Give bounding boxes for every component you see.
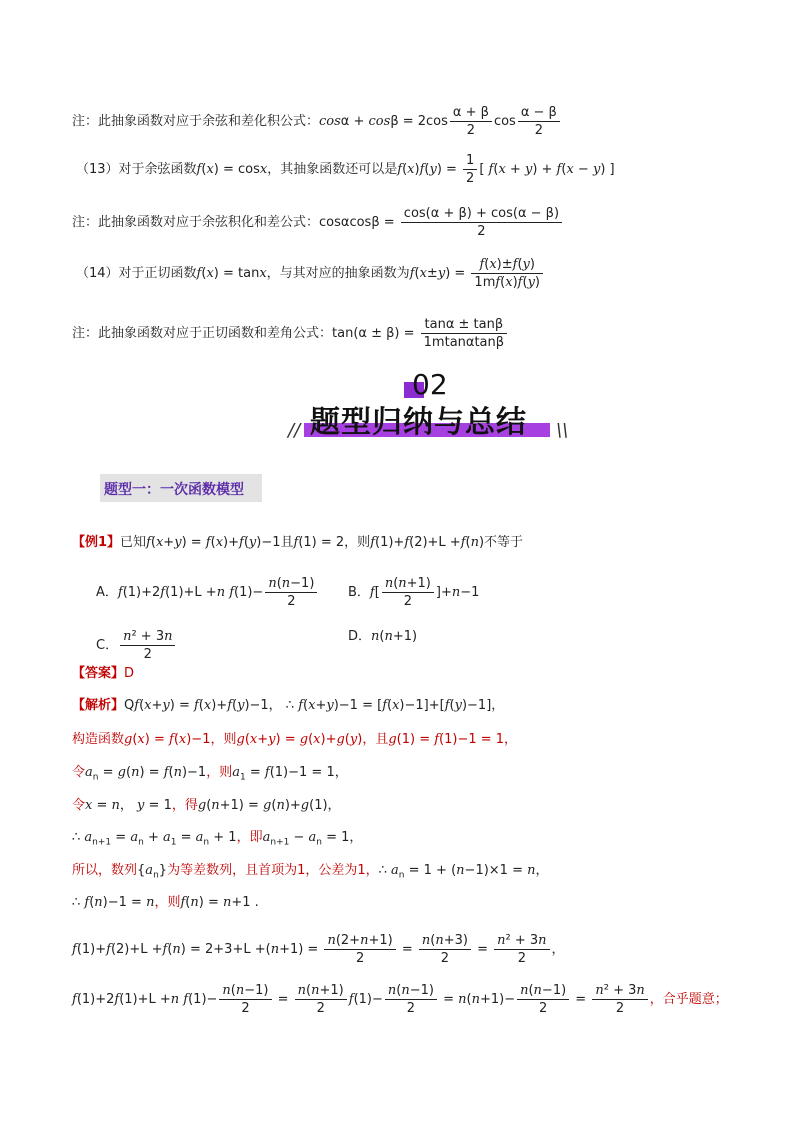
example-label: 【例1】 xyxy=(72,535,121,550)
solution-text: 令 xyxy=(72,798,86,813)
solution-text: ，则 xyxy=(206,765,233,780)
solution-text: 为等差数列，且首项为1，公差为1， xyxy=(167,863,379,878)
solution-text: ，合乎题意； xyxy=(649,992,728,1007)
option-c: C． $\frac{\text{n² + 3n}}{2}$ xyxy=(96,628,177,663)
example-text: ，则 xyxy=(344,535,371,550)
solution-line-7: ∴ f(n)−1 = n，则f(n) = n+1 . xyxy=(72,895,259,910)
option-c-label: C． xyxy=(96,638,119,653)
example-text: 已知 xyxy=(120,535,147,550)
solution-line-5: ∴ $a_{n+1} = a_n + a_1 = a_n + 1$，即$a_{n+1} - a_n = 1$， xyxy=(72,830,363,848)
option-a: A．f(1)+2f(1)+L +n f(1)− $\frac{n(n-1)}{2}$ xyxy=(96,575,319,610)
section-title: 题型归纳与总结 xyxy=(310,405,527,440)
note-product-to-sum: 注：此抽象函数对应于余弦积化和差公式：cosαcosβ = $\frac{\cos(\alpha + \beta) + \cos(\alpha - \beta)}{2}$ xyxy=(72,205,564,240)
item-13-text-a: （13）对于余弦函数 xyxy=(76,162,197,177)
solution-line-3: 令$a_n = g(n) = f(n)-1$，则$a_1 = f(1)-1 = 1$， xyxy=(72,765,348,783)
example-text: 且 xyxy=(280,535,294,550)
solution-label: 【解析】 xyxy=(72,698,125,713)
solution-line-8: f(1)+f(2)+L +f(n) = 2+3+L +(n+1) = $\frac{n(2+n+1)}{2}$ = $\frac{n(n+3)}{2}$ = $\frac{\text{n² + 3n}}{2}$ ， xyxy=(72,933,565,966)
item-14-text-a: （14）对于正切函数 xyxy=(76,266,197,281)
type-heading xyxy=(100,474,262,502)
option-b: B．f[ $\frac{n(n+1)}{2}$ ]+n−1 xyxy=(348,576,480,609)
section-left-mark: // xyxy=(288,420,301,441)
solution-line-6: 所以，数列$\{a_n\}$为等差数列，且首项为1，公差为1，∴ $a_n = 1 + (n-1)\times 1 = n$， xyxy=(72,863,549,881)
solution-line-4: 令x = n， y = 1，得g(n+1) = g(n)+g(1)， xyxy=(72,798,341,813)
section-right-mark: \\ xyxy=(556,420,569,441)
solution-text: 令 xyxy=(72,765,86,780)
option-d: D．n(n+1) xyxy=(348,629,418,644)
solution-text: 所以，数列 xyxy=(72,863,138,878)
solution-text: ，得 xyxy=(171,798,198,813)
solution-line-9: f(1)+2f(1)+L +n f(1)− $\frac{n(n-1)}{2}$ = $\frac{n(n+1)}{2}$ f(1)− $\frac{n(n-1)}{2}$ = n(n+1)− $\frac{n(n-1)}{2}$ = $\frac{\text{n² + 3n}}{2}$ ，合乎题意； xyxy=(72,983,728,1016)
note-text: 注：此抽象函数对应于余弦积化和差公式： xyxy=(72,215,320,230)
solution-line-2: 构造函数g(x) = f(x)−1，则g(x+y) = g(x)+g(y)，且g(1) = f(1)−1 = 1， xyxy=(72,732,518,747)
item-13: （13）对于余弦函数f(x) = cosx，其抽象函数还可以是f(x)f(y) = $\frac{1}{2}$ [ f(x + y) + f(x − y) ] xyxy=(76,153,615,186)
solution-text: ，即 xyxy=(236,830,263,845)
solution-text: ，则 xyxy=(210,732,237,747)
solution-text: 构造函数 xyxy=(72,732,125,747)
note-sum-to-product: 注：此抽象函数对应于余弦和差化积公式：cosα + cosβ = 2cos $\frac{\alpha + \beta}{2}$ cos $\frac{\alpha - \beta}{2}$ xyxy=(72,104,562,139)
solution-text: ，且 xyxy=(362,732,389,747)
item-14-text-b: ，与其对应的抽象函数为 xyxy=(266,266,410,281)
section-number: 02 xyxy=(412,368,448,401)
example-text: 不等于 xyxy=(484,535,524,550)
note-tangent: 注：此抽象函数对应于正切函数和差角公式：tan(α ± β) = $\frac{\tan\alpha \pm \tan\beta}{1mtan\alpha\tan\beta}$ xyxy=(72,316,509,351)
answer-line xyxy=(72,665,134,683)
option-b-label: B． xyxy=(348,585,370,600)
solution-line-1: 【解析】Qf(x+y) = f(x)+f(y)−1， ∴ f(x+y)−1 = [f(x)−1]+[f(y)−1]， xyxy=(72,698,505,713)
type-heading-text: 题型一：一次函数模型 xyxy=(104,482,244,498)
example-stem: 【例1】已知f(x+y) = f(x)+f(y)−1且f(1) = 2，则f(1)+f(2)+L +f(n)不等于 xyxy=(72,535,524,550)
note-text: 注：此抽象函数对应于正切函数和差角公式： xyxy=(72,326,333,341)
note-text: 注：此抽象函数对应于余弦和差化积公式： xyxy=(72,114,320,129)
option-d-label: D． xyxy=(348,629,372,644)
answer-value: D xyxy=(124,666,135,681)
answer-label: 【答案】 xyxy=(72,666,125,681)
item-14: （14）对于正切函数f(x) = tanx，与其对应的抽象函数为f(x±y) = $\frac{f(x)\pm f(y)}{1mf(x)f(y)}$ xyxy=(76,256,545,291)
item-13-text-b: ，其抽象函数还可以是 xyxy=(267,162,398,177)
solution-text: ，则 xyxy=(154,895,181,910)
option-a-label: A． xyxy=(96,585,118,600)
